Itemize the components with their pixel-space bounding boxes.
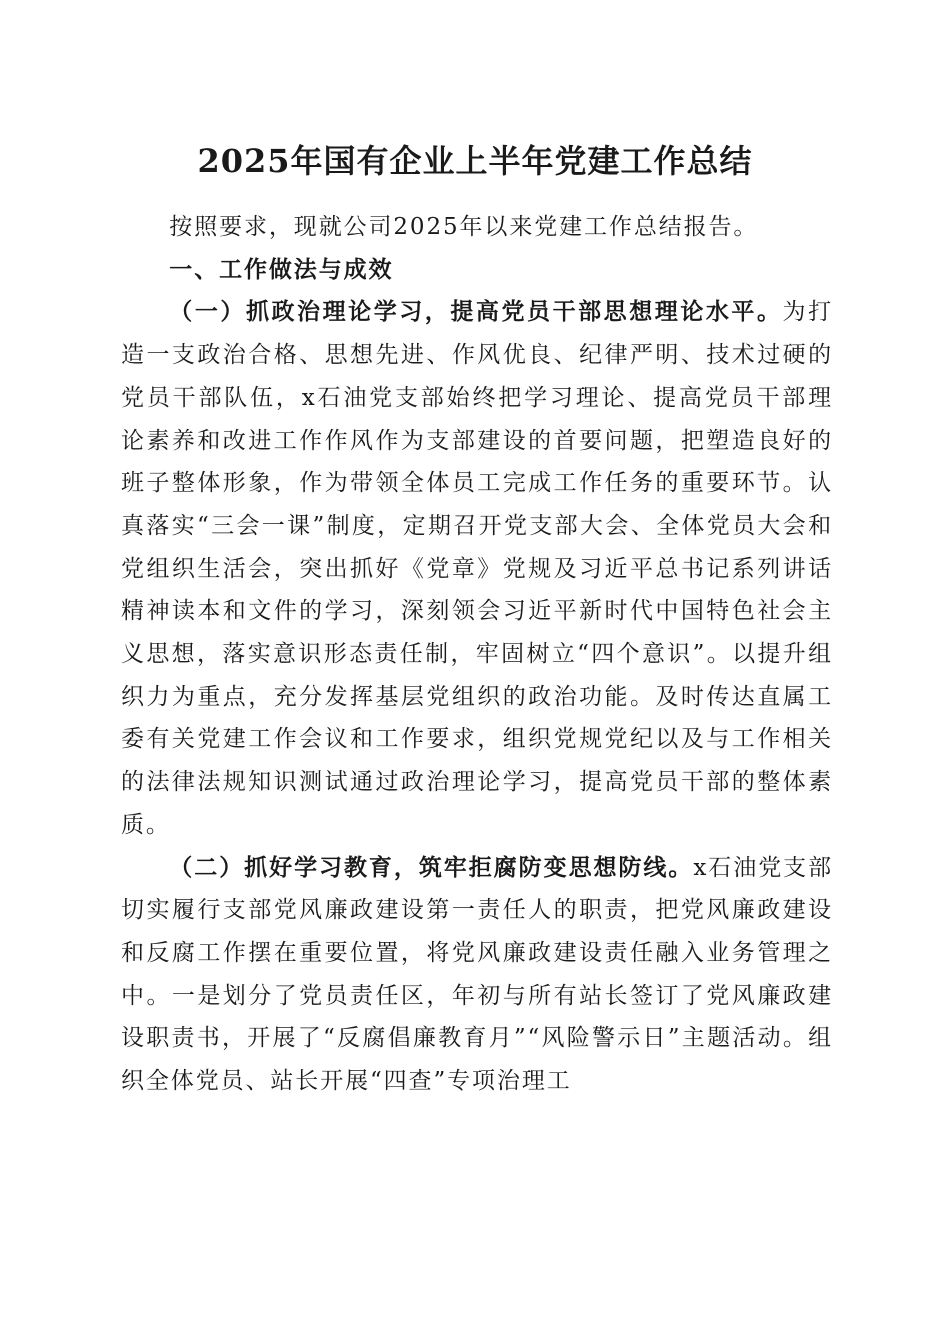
document-body [121, 206, 833, 1103]
paragraph-2-lead: （二）抓好学习教育，筑牢拒腐防变思想防线。 [169, 853, 694, 881]
paragraph-1 [121, 291, 833, 846]
intro-paragraph: 按照要求，现就公司2025年以来党建工作总结报告。 [169, 214, 759, 240]
paragraph-1-body: 为打造一支政治合格、思想先进、作风优良、纪律严明、技术过硬的党员干部队伍，x石油党支部始终把学习理论、提高党员干部理论素养和改进工作作风作为支部建设的首要问题，把塑造良好的班子整体形象，作为带领全体员工完成工作任务的重要环节。认真落实“三会一课”制度，定期召开党支部大会、全体党员大会和党组织生活会，突出抓好《党章》党规及习近平总书记系列讲话精神读本和文件的学习，深刻领会习近平新时代中国特色社会主义思想，落实意识形态责任制，牢固树立“四个意识”。以提升组织力为重点，充分发挥基层党组织的政治功能。及时传达直属工委有关党建工作会议和工作要求，组织党规党纪以及与工作相关的法律法规知识测试通过政治理论学习，提高党员干部的整体素质。 [121, 299, 833, 838]
paragraph-1-lead: （一）抓政治理论学习，提高党员干部思想理论水平。 [169, 298, 783, 326]
section-heading: 一、工作做法与成效 [169, 256, 394, 283]
paragraph-2 [121, 847, 833, 1103]
paragraph-2-body: x石油党支部切实履行支部党风廉政建设第一责任人的职责，把党风廉政建设和反腐工作摆在重要位置，将党风廉政建设责任融入业务管理之中。一是划分了党员责任区，年初与所有站长签订了党风廉政建设职责书，开展了“反腐倡廉教育月”“风险警示日”主题活动。组织全体党员、站长开展“四查”专项治理工 [121, 854, 834, 1095]
document-title: 2025年国有企业上半年党建工作总结 [197, 142, 753, 180]
